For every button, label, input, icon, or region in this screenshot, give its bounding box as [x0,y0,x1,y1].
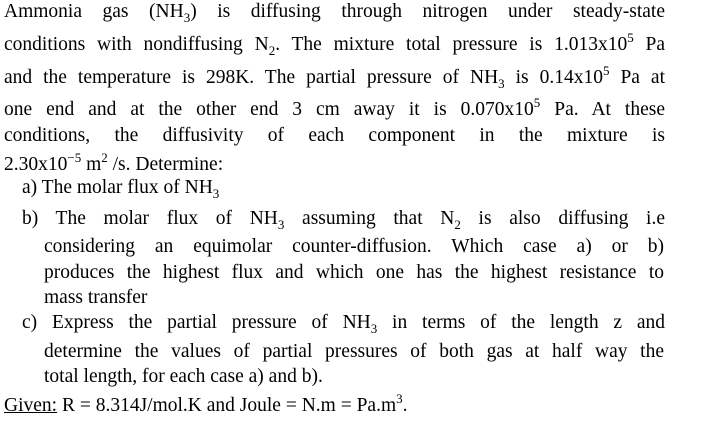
subscript: 3 [370,321,378,336]
superscript: 5 [533,95,541,110]
text-segment: . The mixture total pressure is 1.013x10 [275,34,628,55]
text-segment: in terms of the length z and [377,312,666,333]
text-segment: assuming that N [284,208,455,229]
text-segment: is also diffusing i.e [460,208,665,229]
text-segment: Pa [633,34,665,55]
subscript: 3 [183,10,191,25]
list-item-b-line-3 [44,261,664,285]
list-item-c-line-1 [22,311,665,335]
text-segment: c) Express the partial pressure of NH [22,312,371,333]
text-segment: conditions, the diffusivity of each component in the mixture is [4,125,665,146]
text-segment: determine the values of partial pressures of both gas at half way the [44,341,664,362]
problem-line-2 [4,30,665,58]
text-segment: Pa at [609,67,665,88]
list-item-b-line-4 [44,286,147,310]
problem-line-3 [4,63,665,91]
superscript: 3 [396,391,403,406]
text-segment: b) The molar flux of NH [22,208,278,229]
list-item-b-line-1 [22,207,665,231]
given-line [4,391,408,418]
text-segment: Pa. At these [540,99,666,120]
problem-line-5 [4,124,665,148]
text-segment: ) is diffusing through nitrogen under steady-state [190,1,665,22]
text-segment: mass transfer [44,287,148,308]
text-segment: m [81,154,102,175]
text-segment: and the temperature is 298K. The partial pressure of NH [4,67,499,88]
list-item-c-line-2 [44,340,664,364]
superscript: −5 [67,150,82,165]
given-label: Given: [4,395,58,416]
problem-line-4 [4,95,666,122]
text-segment: conditions with nondiffusing N [4,34,269,55]
superscript: 5 [627,30,634,45]
text-segment: considering an equimolar counter-diffusion. Which case a) or b) [44,236,664,257]
text-segment: 2.30x10 [4,154,68,175]
superscript: 2 [101,150,108,165]
list-item-b-line-2 [44,235,664,259]
superscript: 5 [602,63,610,78]
problem-line-6 [4,150,224,177]
text-segment: total length, for each case a) and b). [44,366,323,387]
text-segment: one end and at the other end 3 cm away it is 0.070x10 [4,99,534,120]
subscript: 2 [454,217,461,232]
text-segment: . [402,395,408,416]
text-segment: /s. Determine: [107,154,224,175]
list-item-c-line-3 [44,365,323,389]
text-segment: R = 8.314J/mol.K and Joule = N.m = Pa.m [57,395,397,416]
subscript: 3 [498,76,505,91]
subscript: 3 [212,186,220,201]
subscript: 3 [277,217,285,232]
text-segment: produces the highest flux and which one has the highest resistance to [44,262,664,283]
subscript: 2 [268,43,276,58]
text-segment: is 0.14x10 [504,67,603,88]
text-segment: a) The molar flux of NH [22,177,213,198]
problem-line-1 [4,0,665,24]
text-segment: Ammonia gas (NH [4,1,184,22]
list-item-a [22,176,219,200]
